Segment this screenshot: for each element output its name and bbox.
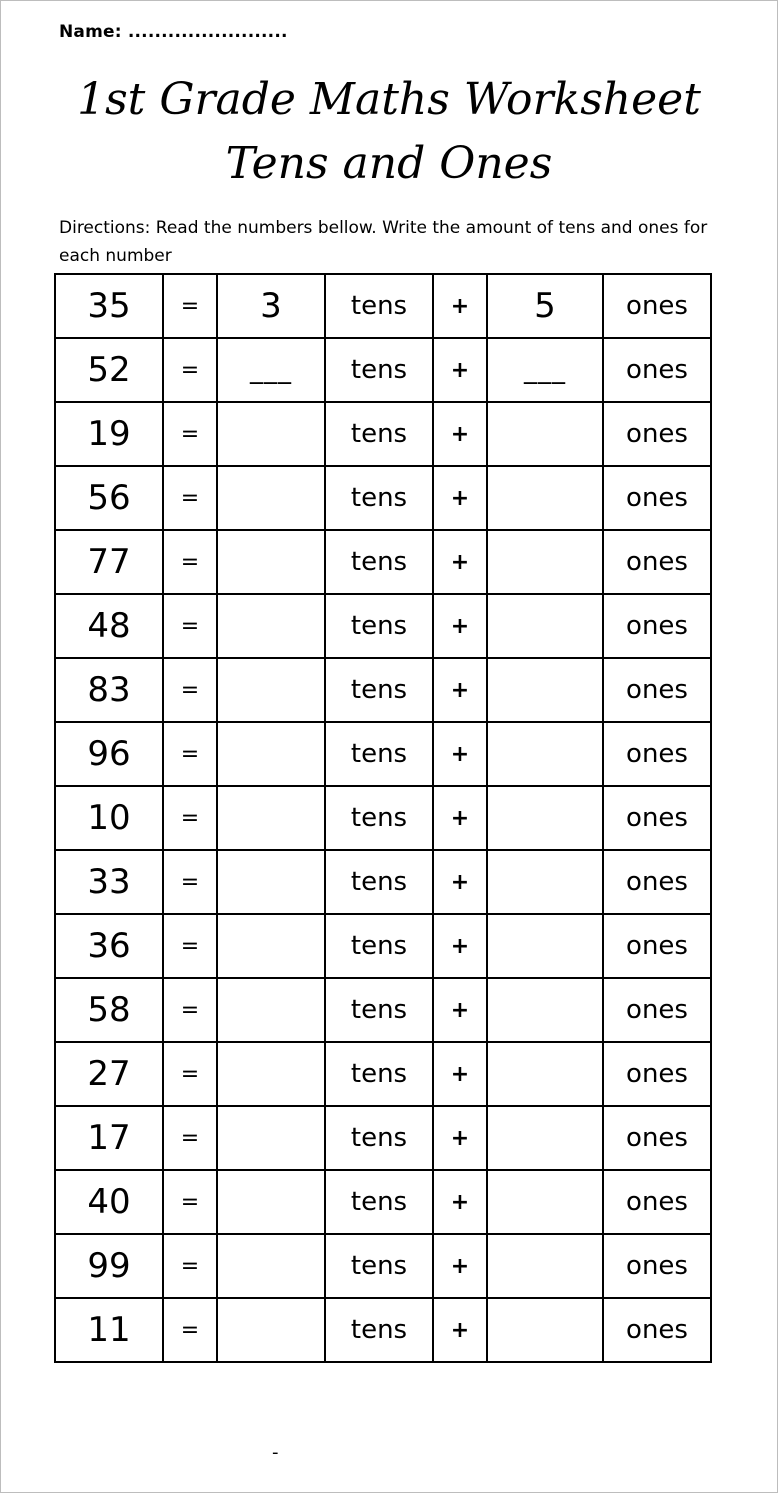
- table-row: [55, 594, 711, 658]
- tens-answer-cell[interactable]: [217, 466, 325, 530]
- equals-sign: =: [163, 1042, 217, 1106]
- ones-answer-cell[interactable]: [487, 658, 603, 722]
- ones-answer-cell[interactable]: [487, 786, 603, 850]
- tens-label: tens: [325, 1234, 433, 1298]
- equals-sign: =: [163, 1234, 217, 1298]
- number-cell: 99: [55, 1234, 163, 1298]
- number-cell: 11: [55, 1298, 163, 1362]
- ones-label: ones: [603, 338, 711, 402]
- plus-sign: +: [433, 1170, 487, 1234]
- ones-answer-cell[interactable]: [487, 978, 603, 1042]
- table-body: [55, 274, 711, 1362]
- tens-answer-cell[interactable]: [217, 1298, 325, 1362]
- ones-answer-cell[interactable]: 5: [487, 274, 603, 338]
- tens-label: tens: [325, 466, 433, 530]
- equals-sign: =: [163, 658, 217, 722]
- number-cell: 83: [55, 658, 163, 722]
- table-row: [55, 1106, 711, 1170]
- plus-sign: +: [433, 786, 487, 850]
- worksheet-title: 1st Grade Maths Worksheet: [77, 74, 701, 125]
- plus-sign: +: [433, 978, 487, 1042]
- table-row: [55, 658, 711, 722]
- equals-sign: =: [163, 978, 217, 1042]
- number-cell: 36: [55, 914, 163, 978]
- equals-sign: =: [163, 530, 217, 594]
- number-cell: 19: [55, 402, 163, 466]
- ones-label: ones: [603, 850, 711, 914]
- plus-sign: +: [433, 850, 487, 914]
- equals-sign: =: [163, 722, 217, 786]
- table-row: [55, 274, 711, 338]
- number-cell: 56: [55, 466, 163, 530]
- tens-ones-table: [54, 273, 712, 1363]
- table-row: [55, 722, 711, 786]
- ones-answer-cell[interactable]: [487, 530, 603, 594]
- tens-label: tens: [325, 1106, 433, 1170]
- plus-sign: +: [433, 1042, 487, 1106]
- number-cell: 10: [55, 786, 163, 850]
- ones-answer-cell[interactable]: [487, 850, 603, 914]
- ones-label: ones: [603, 786, 711, 850]
- tens-label: tens: [325, 1170, 433, 1234]
- tens-answer-cell[interactable]: 3: [217, 274, 325, 338]
- tens-answer-cell[interactable]: [217, 722, 325, 786]
- ones-label: ones: [603, 722, 711, 786]
- ones-answer-cell[interactable]: [487, 594, 603, 658]
- ones-label: ones: [603, 274, 711, 338]
- number-cell: 27: [55, 1042, 163, 1106]
- tens-label: tens: [325, 914, 433, 978]
- plus-sign: +: [433, 338, 487, 402]
- number-cell: 77: [55, 530, 163, 594]
- plus-sign: +: [433, 722, 487, 786]
- tens-answer-cell[interactable]: [217, 850, 325, 914]
- number-cell: 52: [55, 338, 163, 402]
- number-cell: 96: [55, 722, 163, 786]
- ones-answer-cell[interactable]: ___: [487, 338, 603, 402]
- table-row: [55, 1170, 711, 1234]
- tens-label: tens: [325, 786, 433, 850]
- ones-answer-cell[interactable]: [487, 1106, 603, 1170]
- ones-answer-cell[interactable]: [487, 914, 603, 978]
- table-row: [55, 338, 711, 402]
- ones-label: ones: [603, 1170, 711, 1234]
- table-row: [55, 530, 711, 594]
- tens-answer-cell[interactable]: [217, 594, 325, 658]
- tens-label: tens: [325, 1298, 433, 1362]
- plus-sign: +: [433, 658, 487, 722]
- plus-sign: +: [433, 1106, 487, 1170]
- tens-label: tens: [325, 658, 433, 722]
- table-row: [55, 786, 711, 850]
- tens-answer-cell[interactable]: [217, 786, 325, 850]
- ones-answer-cell[interactable]: [487, 402, 603, 466]
- ones-label: ones: [603, 1042, 711, 1106]
- ones-label: ones: [603, 1106, 711, 1170]
- ones-answer-cell[interactable]: [487, 1298, 603, 1362]
- tens-label: tens: [325, 722, 433, 786]
- equals-sign: =: [163, 594, 217, 658]
- tens-answer-cell[interactable]: [217, 1042, 325, 1106]
- ones-answer-cell[interactable]: [487, 1234, 603, 1298]
- ones-label: ones: [603, 402, 711, 466]
- table-row: [55, 466, 711, 530]
- tens-label: tens: [325, 1042, 433, 1106]
- ones-answer-cell[interactable]: [487, 466, 603, 530]
- number-cell: 33: [55, 850, 163, 914]
- tens-answer-cell[interactable]: [217, 978, 325, 1042]
- number-cell: 58: [55, 978, 163, 1042]
- ones-label: ones: [603, 594, 711, 658]
- equals-sign: =: [163, 1170, 217, 1234]
- plus-sign: +: [433, 594, 487, 658]
- number-cell: 35: [55, 274, 163, 338]
- ones-label: ones: [603, 1234, 711, 1298]
- worksheet-subtitle: Tens and Ones: [225, 138, 553, 189]
- ones-label: ones: [603, 978, 711, 1042]
- plus-sign: +: [433, 402, 487, 466]
- table-row: [55, 1298, 711, 1362]
- plus-sign: +: [433, 914, 487, 978]
- tens-label: tens: [325, 402, 433, 466]
- tens-answer-cell[interactable]: [217, 1106, 325, 1170]
- equals-sign: =: [163, 402, 217, 466]
- tens-label: tens: [325, 274, 433, 338]
- number-cell: 40: [55, 1170, 163, 1234]
- ones-label: ones: [603, 1298, 711, 1362]
- plus-sign: +: [433, 530, 487, 594]
- plus-sign: +: [433, 1234, 487, 1298]
- ones-answer-cell[interactable]: [487, 1042, 603, 1106]
- ones-answer-cell[interactable]: [487, 722, 603, 786]
- tens-answer-cell[interactable]: [217, 530, 325, 594]
- equals-sign: =: [163, 786, 217, 850]
- plus-sign: +: [433, 466, 487, 530]
- plus-sign: +: [433, 274, 487, 338]
- table-row: [55, 914, 711, 978]
- tens-label: tens: [325, 978, 433, 1042]
- ones-label: ones: [603, 530, 711, 594]
- table-row: [55, 402, 711, 466]
- tens-label: tens: [325, 594, 433, 658]
- tens-answer-cell[interactable]: [217, 1170, 325, 1234]
- name-field-label: Name: ........................: [59, 22, 288, 42]
- equals-sign: =: [163, 1106, 217, 1170]
- table-row: [55, 850, 711, 914]
- tens-label: tens: [325, 338, 433, 402]
- equals-sign: =: [163, 338, 217, 402]
- equals-sign: =: [163, 914, 217, 978]
- table-row: [55, 1234, 711, 1298]
- ones-label: ones: [603, 466, 711, 530]
- table-row: [55, 978, 711, 1042]
- tens-answer-cell[interactable]: [217, 402, 325, 466]
- tens-answer-cell[interactable]: ___: [217, 338, 325, 402]
- tens-answer-cell[interactable]: [217, 1234, 325, 1298]
- equals-sign: =: [163, 274, 217, 338]
- tens-answer-cell[interactable]: [217, 658, 325, 722]
- number-cell: 17: [55, 1106, 163, 1170]
- number-cell: 48: [55, 594, 163, 658]
- equals-sign: =: [163, 1298, 217, 1362]
- equals-sign: =: [163, 466, 217, 530]
- table-row: [55, 1042, 711, 1106]
- tens-label: tens: [325, 850, 433, 914]
- ones-label: ones: [603, 658, 711, 722]
- equals-sign: =: [163, 850, 217, 914]
- tens-label: tens: [325, 530, 433, 594]
- footer-mark: -: [272, 1442, 279, 1463]
- plus-sign: +: [433, 1298, 487, 1362]
- tens-answer-cell[interactable]: [217, 914, 325, 978]
- ones-answer-cell[interactable]: [487, 1170, 603, 1234]
- directions-text: Directions: Read the numbers bellow. Write the amount of tens and ones for each number: [59, 218, 708, 266]
- ones-label: ones: [603, 914, 711, 978]
